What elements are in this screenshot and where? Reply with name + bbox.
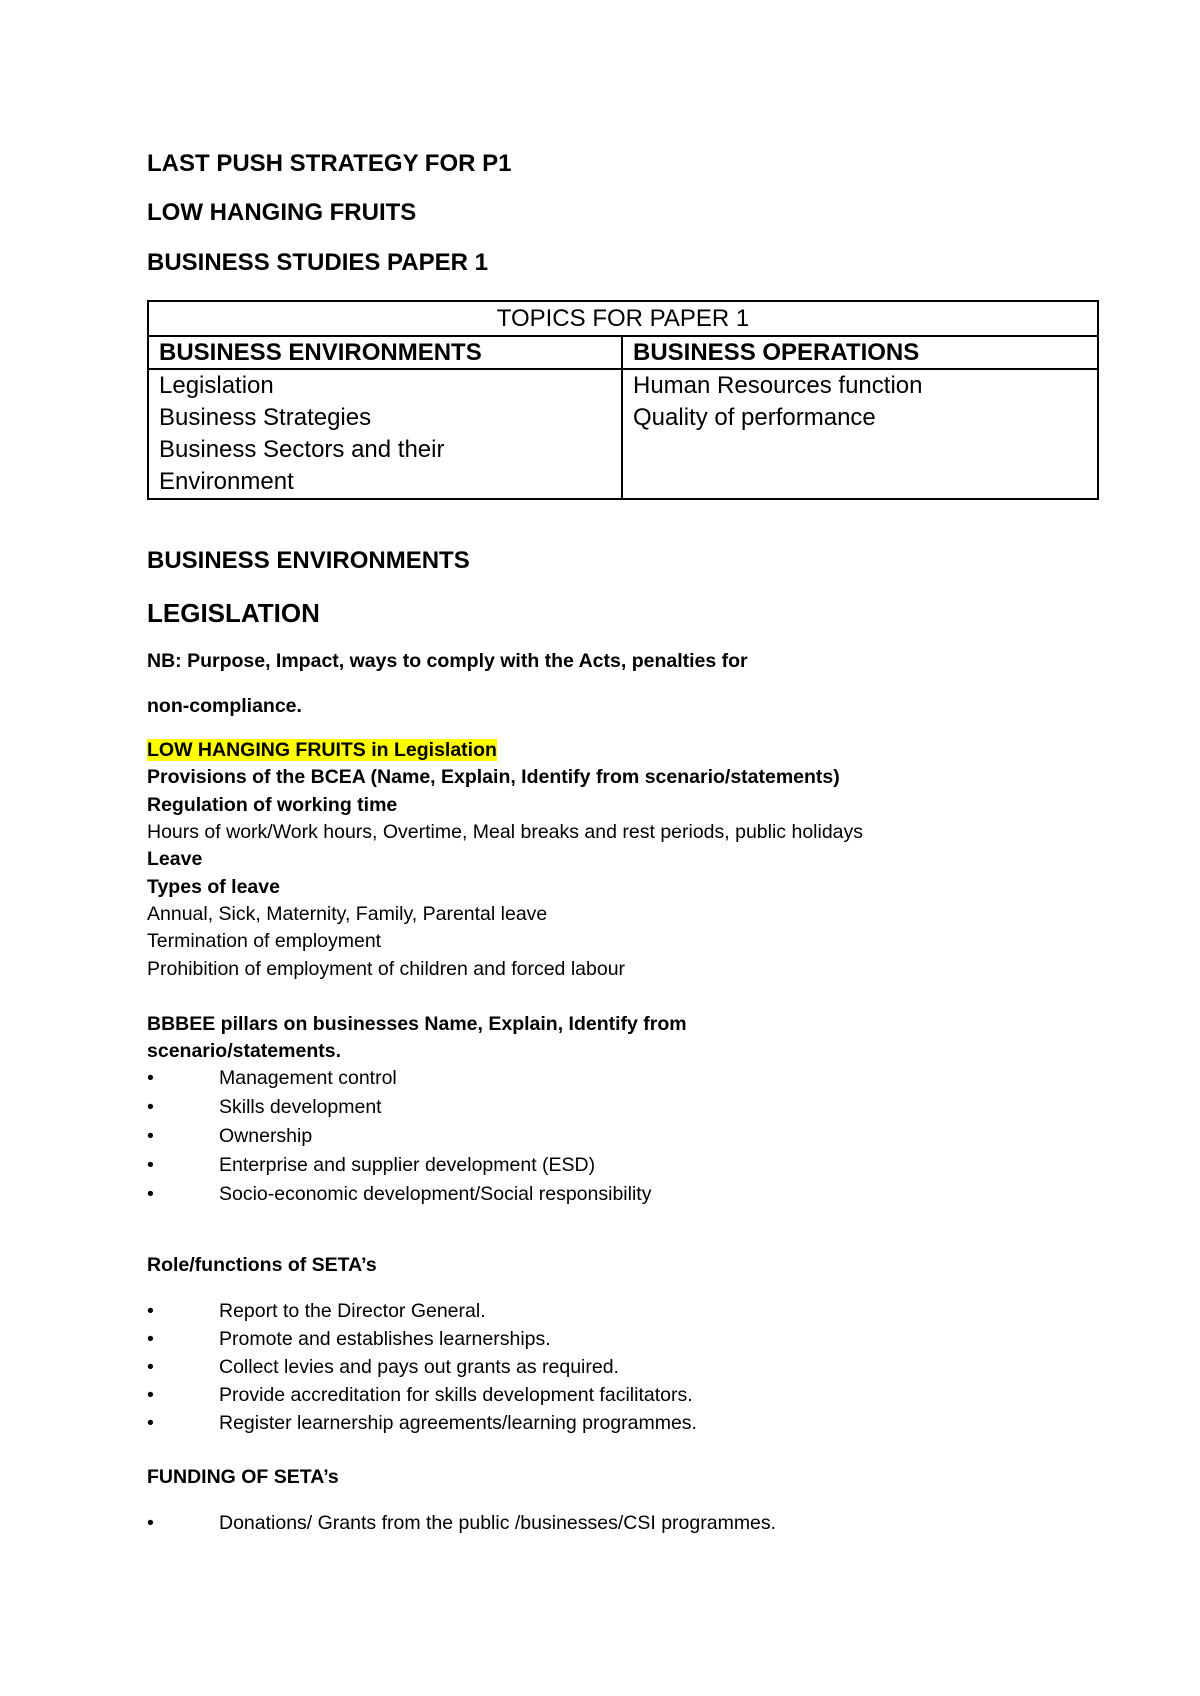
list-item-text: Ownership (219, 1125, 313, 1147)
seta-heading: Role/functions of SETA’s (147, 1254, 377, 1276)
list-item-text: Donations/ Grants from the public /businesses/CSI programmes. (219, 1512, 777, 1534)
bbbee-heading-line-2: scenario/statements. (147, 1040, 342, 1062)
list-item-text: Management control (219, 1067, 397, 1089)
list-item-text: Collect levies and pays out grants as required. (219, 1356, 619, 1378)
bullet-icon: • (147, 1356, 154, 1378)
nb-note-line-1: NB: Purpose, Impact, ways to comply with the Acts, penalties for (147, 650, 748, 672)
termination-text: Termination of employment (147, 930, 382, 952)
nb-note-line-2: non-compliance. (147, 695, 302, 717)
section-heading: BUSINESS ENVIRONMENTS (147, 547, 470, 574)
topic-item: Quality of performance (633, 404, 876, 431)
list-item-text: Enterprise and supplier development (ESD) (219, 1154, 596, 1176)
section-subheading: LEGISLATION (147, 598, 320, 628)
list-item-text: Report to the Director General. (219, 1300, 486, 1322)
document-subtitle: LOW HANGING FRUITS (147, 199, 417, 226)
topic-item: Business Strategies (159, 404, 372, 431)
document-title: LAST PUSH STRATEGY FOR P1 (147, 150, 512, 177)
bullet-icon: • (147, 1096, 154, 1118)
hours-text: Hours of work/Work hours, Overtime, Meal breaks and rest periods, public holidays (147, 821, 864, 843)
topic-item: Environment (159, 468, 294, 495)
list-item-text: Skills development (219, 1096, 382, 1118)
list-item-text: Register learnership agreements/learning programmes. (219, 1412, 697, 1434)
list-item-text: Provide accreditation for skills development facilitators. (219, 1384, 693, 1406)
bullet-icon: • (147, 1183, 154, 1205)
bullet-icon: • (147, 1067, 154, 1089)
topics-table (147, 300, 1099, 500)
bullet-icon: • (147, 1300, 154, 1322)
leave-heading: Leave (147, 848, 203, 870)
bullet-icon: • (147, 1512, 154, 1534)
bullet-icon: • (147, 1412, 154, 1434)
regulation-heading: Regulation of working time (147, 794, 398, 816)
topic-item: Business Sectors and their (159, 436, 445, 463)
funding-heading: FUNDING OF SETA’s (147, 1466, 339, 1488)
topic-item: Human Resources function (633, 372, 923, 399)
operations-cell (622, 369, 1098, 499)
topic-item: Legislation (159, 372, 274, 399)
types-of-leave-heading: Types of leave (147, 876, 280, 898)
document-paper-title: BUSINESS STUDIES PAPER 1 (147, 249, 488, 276)
prohibition-text: Prohibition of employment of children and forced labour (147, 958, 626, 980)
bullet-icon: • (147, 1125, 154, 1147)
bullet-icon: • (147, 1328, 154, 1350)
leave-list-text: Annual, Sick, Maternity, Family, Parental leave (147, 903, 548, 925)
list-item-text: Promote and establishes learnerships. (219, 1328, 551, 1350)
column-header-operations: BUSINESS OPERATIONS (622, 336, 1098, 369)
environments-cell (148, 369, 622, 499)
topics-table-caption: TOPICS FOR PAPER 1 (148, 301, 1098, 336)
bullet-icon: • (147, 1154, 154, 1176)
bullet-icon: • (147, 1384, 154, 1406)
list-item-text: Socio-economic development/Social responsibility (219, 1183, 652, 1205)
highlighted-heading: LOW HANGING FRUITS in Legislation (147, 739, 497, 761)
bbbee-heading-line-1: BBBEE pillars on businesses Name, Explain, Identify from (147, 1013, 687, 1035)
bcea-heading: Provisions of the BCEA (Name, Explain, Identify from scenario/statements) (147, 766, 840, 788)
highlight-heading-row (147, 738, 497, 762)
column-header-environments: BUSINESS ENVIRONMENTS (148, 336, 622, 369)
